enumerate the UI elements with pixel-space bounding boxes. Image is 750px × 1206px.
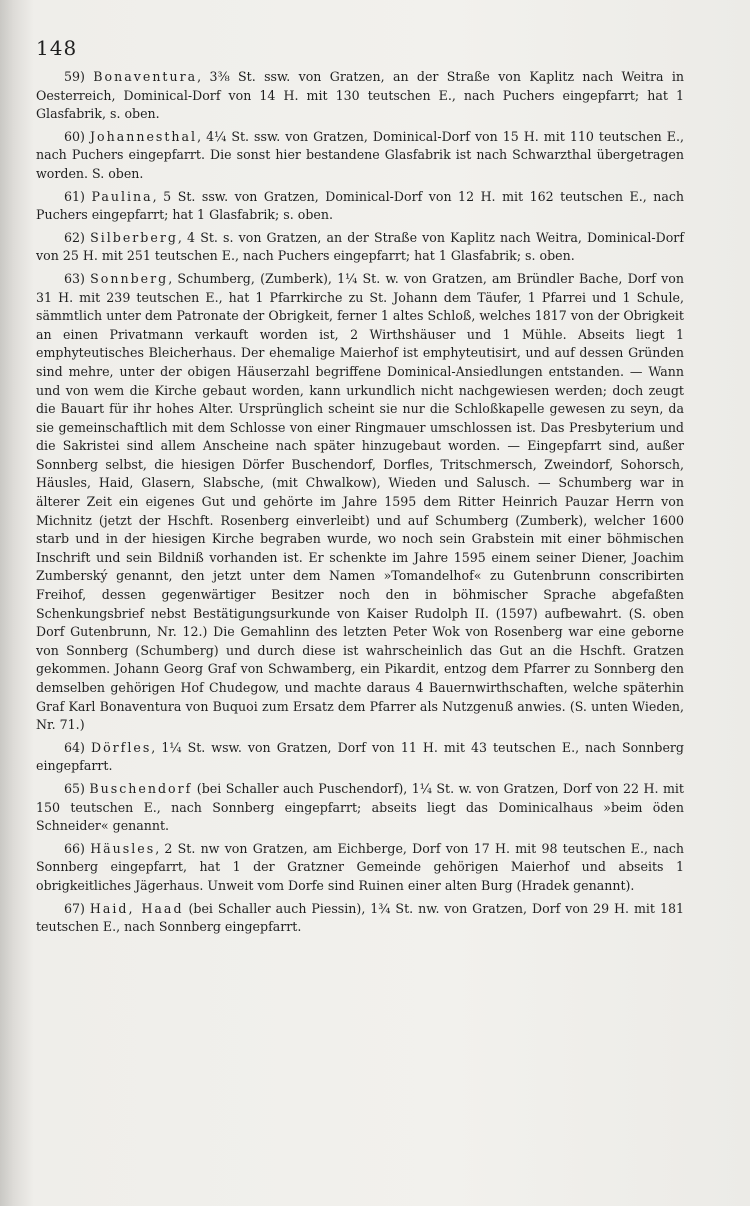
entry-name: Paulina	[91, 188, 153, 204]
entry-name: Bonaventura	[93, 69, 198, 84]
entries-list	[36, 68, 684, 941]
entry-name: Johannesthal	[89, 128, 198, 144]
entry-text: , 3⅜ St. ssw. von Gratzen, an der Straße von Kaplitz nach Weitra in Oesterreich, Dominical-Dorf von 14 H. mit 130 teutschen E., nach Puchers eingepfarrt; hat 1 Glasfabrik, s. oben.	[36, 69, 684, 122]
entry-63	[36, 270, 684, 735]
entry-number: 61)	[64, 188, 85, 204]
entry-number: 64)	[64, 739, 85, 755]
entry-name: Buschendorf	[89, 780, 193, 796]
entry-text: , 4¼ St. ssw. von Gratzen, Dominical-Dorf von 15 H. mit 110 teutschen E., nach Puchers eingepfarrt. Die sonst hier bestandene Glasfabrik ist nach Schwarzthal übergetragen worden. S. oben.	[36, 128, 684, 181]
entry-text: (bei Schaller auch Piessin), 1¾ St. nw. von Gratzen, Dorf von 29 H. mit 181 teutschen E., nach Sonnberg eingepfarrt.	[36, 900, 684, 935]
entry-62	[36, 229, 684, 266]
entry-number: 63)	[64, 270, 85, 286]
entry-number: 59)	[64, 69, 85, 84]
entry-67	[36, 900, 684, 937]
page-number: 148	[36, 36, 78, 60]
entry-name: Dörfles	[90, 739, 152, 755]
entry-59	[36, 68, 684, 124]
entry-number: 65)	[64, 780, 85, 796]
entry-number: 60)	[64, 128, 85, 144]
entry-65	[36, 780, 684, 836]
entry-name: Häusles	[90, 840, 156, 856]
entry-number: 62)	[64, 229, 85, 245]
entry-number: 67)	[64, 900, 85, 916]
entry-number: 66)	[64, 840, 85, 856]
entry-64	[36, 739, 684, 776]
entry-text: , 1¼ St. wsw. von Gratzen, Dorf von 11 H. mit 43 teutschen E., nach Sonnberg eingepfarrt.	[36, 739, 684, 774]
entry-66	[36, 840, 684, 896]
entry-text: , 2 St. nw von Gratzen, am Eichberge, Dorf von 17 H. mit 98 teutschen E., nach Sonnberg eingepfarrt, hat 1 der Gratzner Gemeinde gehörigen Maierhof und abseits 1 obrigkeitliches Jägerhaus. Unweit vom Dorfe sind Ruinen einer alten Burg (Hradek genannt).	[36, 840, 684, 893]
entry-text: (bei Schaller auch Puschendorf), 1¼ St. w. von Gratzen, Dorf von 22 H. mit 150 teutschen E., nach Sonnberg eingepfarrt; abseits liegt das Dominicalhaus »beim öden Schneider« genannt.	[36, 780, 684, 834]
entry-name: Silberberg	[90, 229, 178, 245]
entry-name: Haid, Haad	[89, 900, 184, 916]
entry-text: , 4 St. s. von Gratzen, an der Straße von Kaplitz nach Weitra, Dominical-Dorf von 25 H. mit 251 teutschen E., nach Puchers eingepfarrt; hat 1 Glasfabrik; s. oben.	[36, 229, 684, 264]
entry-61	[36, 188, 684, 225]
entry-name: Sonnberg	[90, 270, 169, 286]
entry-text: , Schumberg, (Zumberk), 1¼ St. w. von Gratzen, am Bründler Bache, Dorf von 31 H. mit 239 teutschen E., hat 1 Pfarrkirche zu St. Johann dem Täufer, 1 Pfarrei und 1 Schule, sämmtlich unter dem Patronate der Obrigkeit, ferner 1 altes Schloß, welches 1817 von der Obrigkeit an einen Privatmann verkauft worden ist, 2 Wirthshäuser und 1 Mühle. Abseits liegt 1 emphyteutisches Bleicherhaus. Der ehemalige Maierhof ist emphyteutisirt, und auf dessen Gründen sind mehre, unter der obigen Häuserzahl begriffene Dominical-Ansiedlungen entstanden. — Wann und von wem die Kirche gebaut worden, kann urkundlich nicht nachgewiesen werden; doch zeugt die Bauart für ihr hohes Alter. Ursprünglich scheint sie nur die Schloßkapelle gewesen zu seyn, da sie gemeinschaftlich mit dem Schlosse von einer Ringmauer umschlossen ist. Das Presbyterium und die Sakristei sind allem Anscheine nach später hinzugebaut worden. — Eingepfarrt sind, außer Sonnberg selbst, die hiesigen Dörfer Buschendorf, Dorfles, Tritschmersch, Zweindorf, Sohorsch, Häusles, Haid, Glasern, Slabsche, (mit Chwalkow), Wieden und Salusch. — Schumberg war in älterer Zeit ein eigenes Gut und gehörte im Jahre 1595 dem Ritter Heinrich Pauzar Herrn von Michnitz (jetzt der Hschft. Rosenberg einverleibt) und auf Schumberg (Zumberk), welcher 1600 starb und in der hiesigen Kirche begraben wurde, wo noch sein Grabstein mit einer böhmischen Inschrift und sein Bildniß vorhanden ist. Er schenkte im Jahre 1595 einem seiner Diener, Joachim Zumberský genannt, den jetzt unter dem Namen »Tomandelhof« zu Gutenbrunn conscribirten Freihof, dessen gegenwärtiger Besitzer noch den in böhmischer Sprache abgefaßten Schenkungsbrief nebst Bestätigungsurkunde von Kaiser Rudolph II. (1597) aufbewahrt. (S. oben Dorf Gutenbrunn, Nr. 12.) Die Gemahlinn des letzten Peter Wok von Rosenberg war eine geborne von Sonnberg (Schumberg) und durch diese ist wahrscheinlich das Gut an die Hschft. Gratzen gekommen. Johann Georg Graf von Schwamberg, ein Pikardit, entzog dem Pfarrer zu Sonnberg den demselben gehörigen Hof Chudegow, und machte daraus 4 Bauernwirthschaften, welche späterhin Graf Karl Bonaventura von Buquoi zum Ersatz dem Pfarrer als Nutzgenuß anwies. (S. unten Wieden, Nr. 71.)	[36, 270, 684, 733]
entry-text: , 5 St. ssw. von Gratzen, Dominical-Dorf von 12 H. mit 162 teutschen E., nach Puchers eingepfarrt; hat 1 Glasfabrik; s. oben.	[36, 188, 684, 223]
entry-60	[36, 128, 684, 184]
